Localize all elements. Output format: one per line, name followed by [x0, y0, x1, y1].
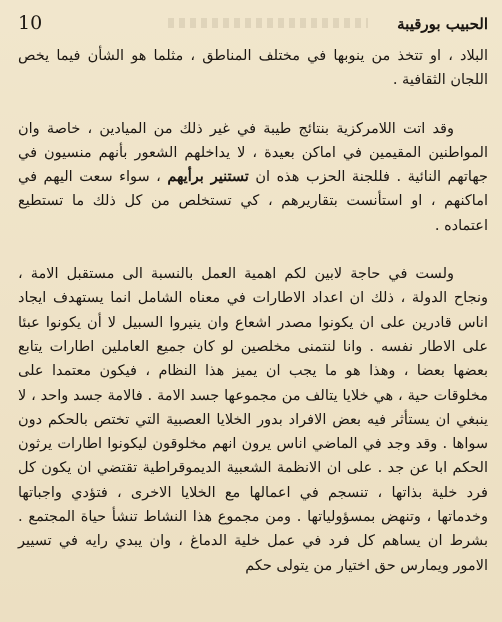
- paragraph-gap: [18, 238, 488, 262]
- page-header: [18, 10, 488, 44]
- paragraph-2: [18, 117, 488, 238]
- running-title: الحبيب بورقيبة: [397, 15, 488, 33]
- paragraph-1: [18, 44, 488, 93]
- paragraph-2-text-end: ، سواء سعت اليهم في اماكنهم ، او استأنست بتقاريرهم ، كي تستخلص من كل ذلك ما تستطيع اعتماده .: [18, 169, 488, 234]
- paragraph-3-text: ولست في حاجة لابين لكم اهمية العمل بالنسبة الى مستقبل الامة ، ونجاح الدولة ، ذلك ان اعداد الاطارات في معناه الشامل انما يستهدف ايجاد اناس قادرين على ان يكونوا مصدر اشعاع وان ينيروا السبيل لا أن يكونوا عبئا على الاطار نفسه . وانا لنتمنى مخلصين لو كان جميع العاملين اطارات يتابع بعضها بعضا ، وهذا هو ما يجب ان يميز هذا النظام ، فيكون معتمدا على مخلوقات حية ، هي خلايا يتالف من مجموعها جسد الامة . فالامة جسد واحد ، لا ينبغي ان يستأثر فيه بعض الافراد بدور الخلايا العصبية التي تختص بالحكم دون سواها . وقد وجد في الماضي اناس يرون انهم مخلوقون ليكونوا اطارات يرثون الحكم ابا عن جد . على ان الانظمة الشعبية الديموقراطية تقتضي ان يكون كل فرد خلية بذاتها ، تنسجم في اعمالها مع الخلايا الاخرى ، فتؤدي واجباتها وخدماتها ، وتنهض بمسؤولياتها . ومن مجموع هذا النشاط تنشأ حياة المجتمع . بشرط ان يساهم كل فرد في عمل خلية الدماغ ، وان يبدي رايه في تسيير الامور ويمارس حق اختيار من يتولى حكم: [18, 266, 488, 574]
- paragraph-3: [18, 262, 488, 578]
- paragraph-2-text-start: وقد اتت اللامركزية بنتائج طيبة في غير ذلك من الميادين ، خاصة وان المواطنين المقيمين في اماكن بعيدة ، لا يداخلهم الشعور بأنهم منسيون في جهاتهم النائية . فللجنة الحزب هذه ان: [18, 120, 488, 186]
- paragraph-2-emphasis: تستنير برأيهم: [167, 168, 249, 186]
- paragraph-1-text: البلاد ، او تتخذ من ينوبها في مختلف المناطق ، مثلما هو الشأن فيما يخص اللجان الثقافية .: [18, 48, 488, 89]
- paragraph-gap: [18, 93, 488, 117]
- page-number: 10: [18, 12, 43, 34]
- body-text: [18, 44, 488, 578]
- show-through-text: [168, 18, 368, 28]
